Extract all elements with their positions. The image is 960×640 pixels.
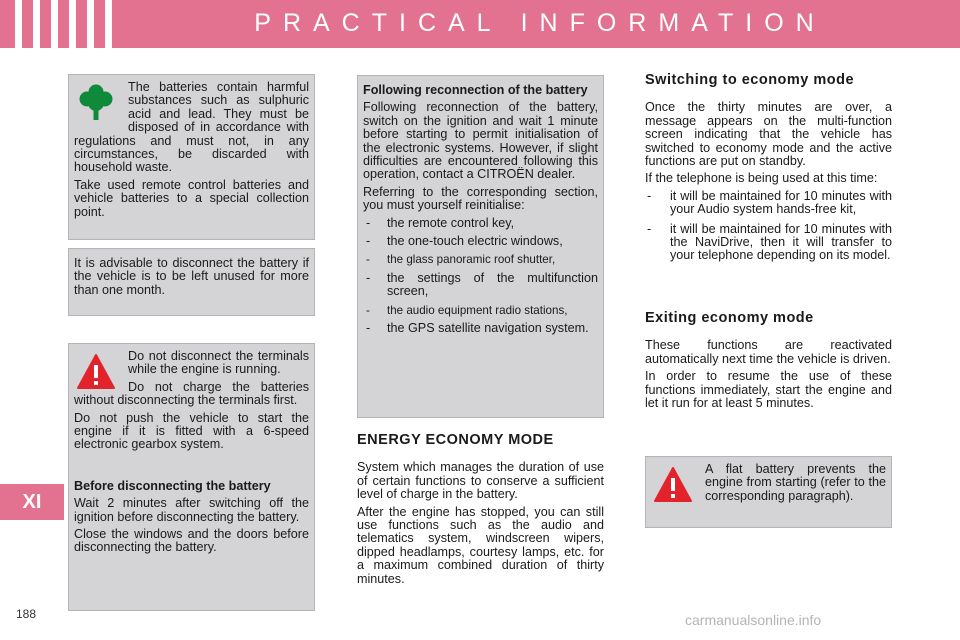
disconnect-advice-box xyxy=(68,248,315,316)
wait-text: Wait 2 minutes after switching off the ignition before disconnecting the battery. xyxy=(74,496,309,524)
header-stripe xyxy=(69,0,76,48)
warning-text-terminals: Do not disconnect the terminals while the engine is running. xyxy=(128,349,309,377)
reinitialise-text: Referring to the corresponding section, you must yourself reinitialise: xyxy=(363,184,598,213)
switching-heading: Switching to economy mode xyxy=(645,72,855,88)
header-stripe xyxy=(33,0,40,48)
reconnection-text: Following reconnection of the battery, switch on the ignition and wait 1 minute before starting to permit initialisation of the electronic systems. However, if slight difficulties are encountered following this operation, contact a CITROËN dealer. xyxy=(363,100,598,182)
list-item: - the settings of the multifunction screen, xyxy=(363,272,598,299)
warning-text-push: Do not push the vehicle to start the engine if it is fitted with a 6-speed electronic gearbox system. xyxy=(74,410,309,452)
switching-section xyxy=(645,74,892,269)
header-stripe xyxy=(51,0,58,48)
exiting-section xyxy=(645,312,892,414)
exiting-text: These functions are reactivated automatically next time the vehicle is driven. xyxy=(645,338,892,366)
before-disconnecting-heading: Before disconnecting the battery xyxy=(74,478,271,493)
close-windows-text: Close the windows and the doors before disconnecting the battery. xyxy=(74,527,309,555)
reinitialise-list xyxy=(363,217,598,336)
exiting-heading: Exiting economy mode xyxy=(645,310,814,326)
page-header xyxy=(0,0,960,48)
energy-economy-section xyxy=(357,434,604,590)
watermark: carmanualsonline.info xyxy=(685,612,822,628)
warning-box xyxy=(68,343,315,611)
batteries-text: The batteries contain harmful substances such as sulphuric acid and lead. They must be disposed of in accordance with regulations and must not, in any circumstances, be discarded with household waste. xyxy=(74,80,309,175)
reconnection-heading: Following reconnection of the battery xyxy=(363,83,588,97)
tree-icon xyxy=(76,83,116,123)
flat-battery-box xyxy=(645,456,892,528)
list-item: - the remote control key, xyxy=(363,217,598,230)
resume-text: In order to resume the use of these functions immediately, start the engine and let it run for at least 5 minutes. xyxy=(645,369,892,411)
energy-economy-functions-text: After the engine has stopped, you can still use functions such as the audio and telematics system, windscreen wipers, dipped headlamps, courtesy lamps, etc. for a maximum combined duration of thirty minutes. xyxy=(357,504,604,586)
header-stripe xyxy=(15,0,22,48)
batteries-collection-text: Take used remote control batteries and vehicle batteries to a special collection point. xyxy=(74,177,309,219)
list-item: - it will be maintained for 10 minutes with your Audio system hands-free kit, xyxy=(645,190,892,217)
warning-text-charge: Do not charge the batteries without disconnecting the terminals first. xyxy=(74,379,309,408)
telephone-list xyxy=(645,190,892,263)
telephone-text: If the telephone is being used at this time: xyxy=(645,171,878,186)
list-item: - the audio equipment radio stations, xyxy=(363,304,598,317)
header-stripe xyxy=(87,0,94,48)
reconnection-box xyxy=(357,75,604,418)
header-stripe xyxy=(105,0,112,48)
batteries-disposal-box xyxy=(68,74,315,240)
list-item: - the glass panoramic roof shutter, xyxy=(363,253,598,266)
chapter-tab[interactable]: XI xyxy=(0,484,64,520)
switching-text: Once the thirty minutes are over, a message appears on the multi-function screen indicating that the vehicle has switched to economy mode and the active functions are put on standby. xyxy=(645,100,892,169)
page-title: PRACTICAL INFORMATION xyxy=(254,9,826,37)
list-item: - the GPS satellite navigation system. xyxy=(363,322,598,335)
warning-triangle-icon xyxy=(76,352,116,392)
energy-economy-heading: ENERGY ECONOMY MODE xyxy=(357,432,554,448)
flat-battery-text: A flat battery prevents the engine from starting (refer to the corresponding paragraph). xyxy=(705,462,886,503)
list-item: - it will be maintained for 10 minutes with the NaviDrive, then it will transfer to your telephone depending on its model. xyxy=(645,223,892,263)
page-number: 188 xyxy=(16,607,37,621)
disconnect-advice-text: It is advisable to disconnect the battery if the vehicle is to be left unused for more than one month. xyxy=(74,256,309,297)
warning-triangle-icon xyxy=(653,465,693,505)
list-item: - the one-touch electric windows, xyxy=(363,235,598,248)
energy-economy-text: System which manages the duration of use of certain functions to conserve a sufficient level of charge in the battery. xyxy=(357,460,604,502)
